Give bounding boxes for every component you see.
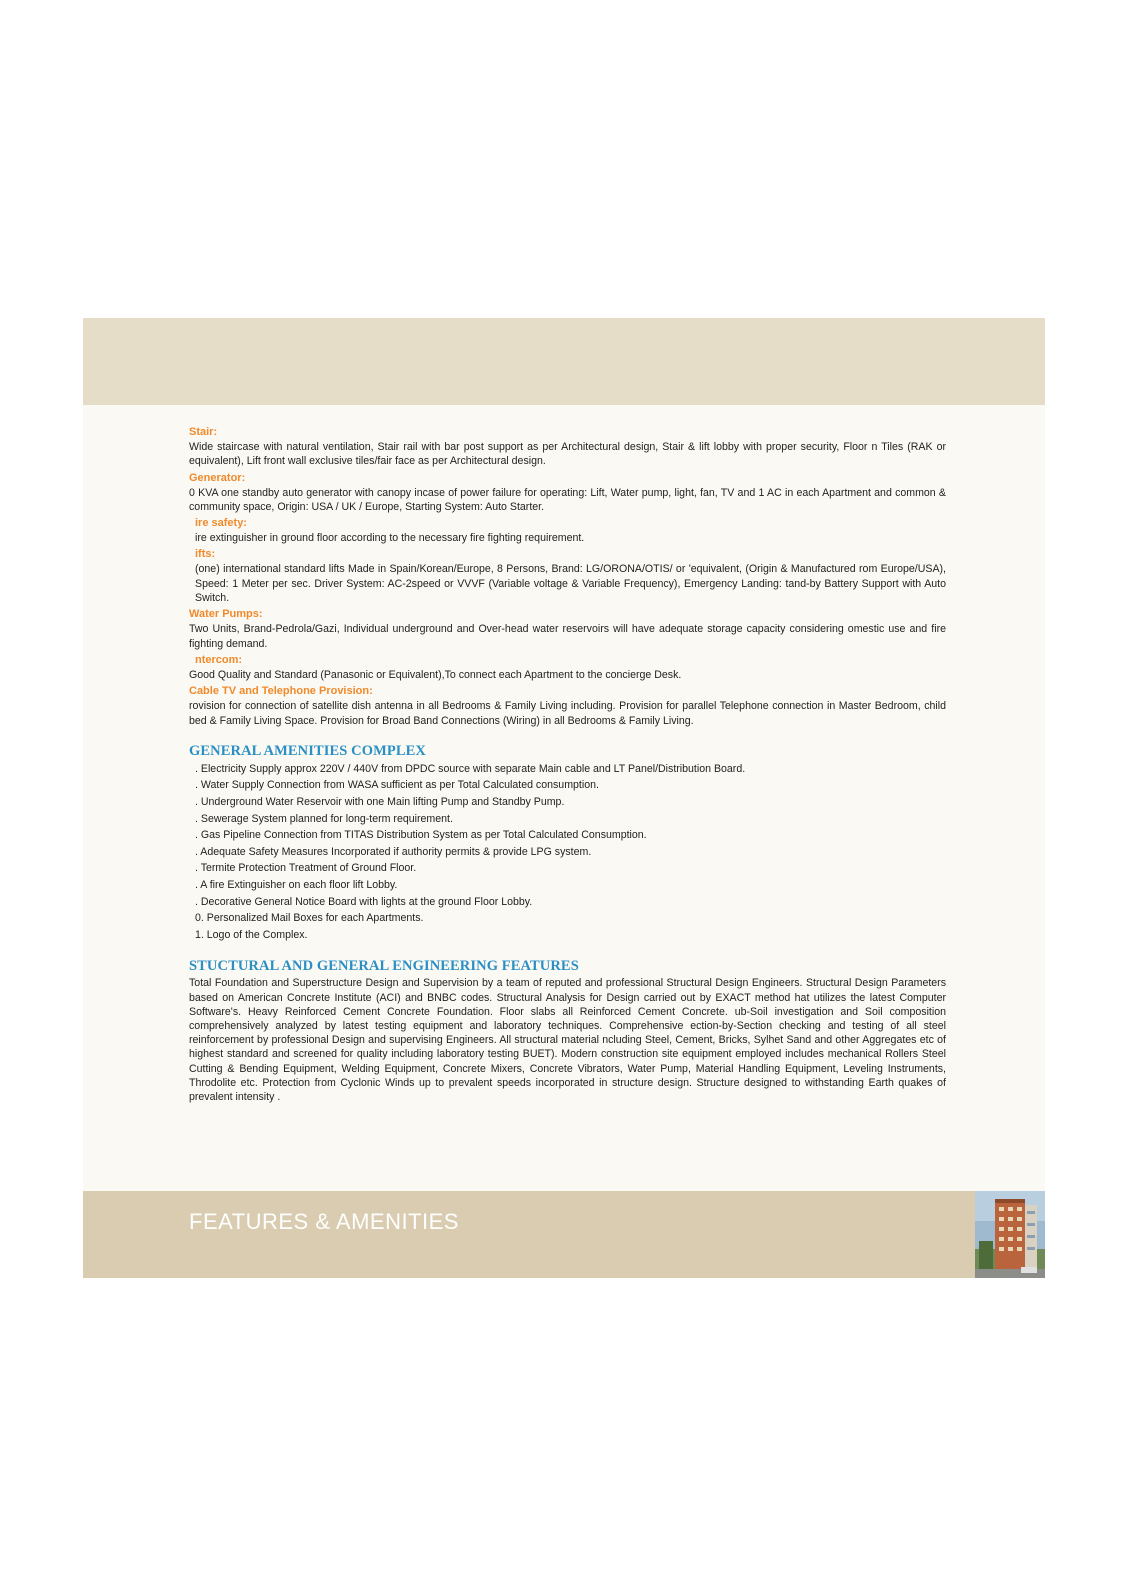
spec-heading: ntercom: bbox=[195, 653, 243, 666]
spec-body: Wide staircase with natural ventilation, Stair rail with bar post support as per Architectural design, Stair & lift lobby with proper security, Floor n Tiles (RAK or equivalent), Lift front wall exclusive tiles/fair face as per Architectural design. bbox=[189, 441, 946, 468]
spec-fire-safety bbox=[189, 516, 946, 545]
list-item: . Underground Water Reservoir with one Main lifting Pump and Standby Pump. bbox=[195, 796, 565, 809]
list-item: . Gas Pipeline Connection from TITAS Distribution System as per Total Calculated Consumption. bbox=[195, 829, 647, 842]
spec-heading: Water Pumps: bbox=[189, 608, 263, 621]
list-item: . Adequate Safety Measures Incorporated if authority permits & provide LPG system. bbox=[195, 845, 592, 858]
list-item: 1. Logo of the Complex. bbox=[195, 928, 308, 941]
spec-heading: ire safety: bbox=[195, 517, 247, 530]
spec-cable-tv-telephone bbox=[189, 684, 946, 728]
spec-stair bbox=[189, 425, 946, 469]
spec-body: (one) international standard lifts Made in Spain/Korean/Europe, 8 Persons, Brand: LG/ORONA/OTIS/ or 'equivalent, (Origin & Manufactured rom Europe/USA), Speed: 1 Meter per sec. Driver System: AC-2speed or VVVF (Variable voltage & Variable Frequency), Emergency Landing: tand-by Battery Support with Auto Switch. bbox=[195, 563, 946, 605]
spec-intercom bbox=[189, 653, 946, 682]
amenities-section-title: GENERAL AMENITIES COMPLEX bbox=[189, 742, 426, 759]
spec-water-pumps bbox=[189, 607, 946, 651]
top-decorative-band bbox=[83, 318, 1045, 405]
spec-heading: ifts: bbox=[195, 548, 216, 561]
footer-band bbox=[83, 1191, 1045, 1278]
structural-paragraph: Total Foundation and Superstructure Design and Supervision by a team of reputed and professional Structural Design Engineers. Structural Design Parameters based on American Concrete Institute (ACI) and BNBC codes. Structural Analysis for Design carried out by EXACT method hat utilizes the latest Computer Software's. Heavy Reinforced Cement Concrete Foundation. Floor slabs all Reinforced Cement Concrete. ub-Soil investigation and Soil composition comprehensively analyzed by latest testing equipment and laboratory techniques. Comprehensive ection-by-Section checking and testing of all steel reinforcement by professional Design and supervising Engineers. All structural material ncluding Steel, Cement, Bricks, Sylhet Sand and other Aggregates etc of highest standard and screened for quality including laboratory testing BUET). Modern construction site equipment employed includes mechanical Rollers Steel Cutting & Bending Equipment, Welding Equipment, Concrete Mixers, Concrete Vibrators, Water Pump, Material Handling Equipment, Leveling Instruments, Throdolite etc. Protection from Cyclonic Winds up to prevalent speeds incorporated in structure design. Structure designed to withstanding Earth quakes of prevalent intensity . bbox=[189, 977, 946, 1104]
spec-body: ire extinguisher in ground floor according to the necessary fire fighting requirement. bbox=[195, 532, 585, 545]
list-item: 0. Personalized Mail Boxes for each Apartments. bbox=[195, 912, 424, 925]
spec-body: 0 KVA one standby auto generator with canopy incase of power failure for operating: Lift, Water pump, light, fan, TV and 1 AC in each Apartment and common & community space, Origin: USA / UK / Europe, Starting System: Auto Starter. bbox=[189, 486, 946, 513]
list-item: . Decorative General Notice Board with lights at the ground Floor Lobby. bbox=[195, 895, 533, 908]
footer-title: FEATURES & AMENITIES bbox=[189, 1209, 459, 1234]
spec-body: Good Quality and Standard (Panasonic or Equivalent),To connect each Apartment to the concierge Desk. bbox=[189, 668, 682, 681]
spec-body: Two Units, Brand-Pedrola/Gazi, Individual underground and Over-head water reservoirs will have adequate storage capacity considering omestic use and fire fighting demand. bbox=[189, 623, 946, 650]
amenities-list bbox=[189, 761, 946, 944]
building-photo-icon bbox=[975, 1191, 1045, 1278]
spec-generator bbox=[189, 471, 946, 515]
content-area bbox=[189, 425, 946, 1104]
list-item: . Sewerage System planned for long-term requirement. bbox=[195, 812, 453, 825]
spec-heading: Stair: bbox=[189, 426, 218, 438]
list-item: . Termite Protection Treatment of Ground Floor. bbox=[195, 862, 417, 875]
structural-section-title: STUCTURAL AND GENERAL ENGINEERING FEATURES bbox=[189, 958, 579, 975]
spec-body: rovision for connection of satellite dish antenna in all Bedrooms & Family Living including. Provision for parallel Telephone connection in Master Bedroom, child bed & Family Living Space. Provision for Broad Band Connections (Wiring) in all Bedrooms & Family Living. bbox=[189, 700, 946, 727]
spec-heading: Cable TV and Telephone Provision: bbox=[189, 685, 373, 698]
document-page bbox=[83, 318, 1045, 1278]
list-item: . A fire Extinguisher on each floor lift Lobby. bbox=[195, 879, 398, 892]
spec-heading: Generator: bbox=[189, 471, 246, 484]
list-item: . Electricity Supply approx 220V / 440V from DPDC source with separate Main cable and LT Panel/Distribution Board. bbox=[195, 762, 746, 775]
spec-lifts bbox=[189, 547, 946, 605]
list-item: . Water Supply Connection from WASA sufficient as per Total Calculated consumption. bbox=[195, 779, 599, 792]
